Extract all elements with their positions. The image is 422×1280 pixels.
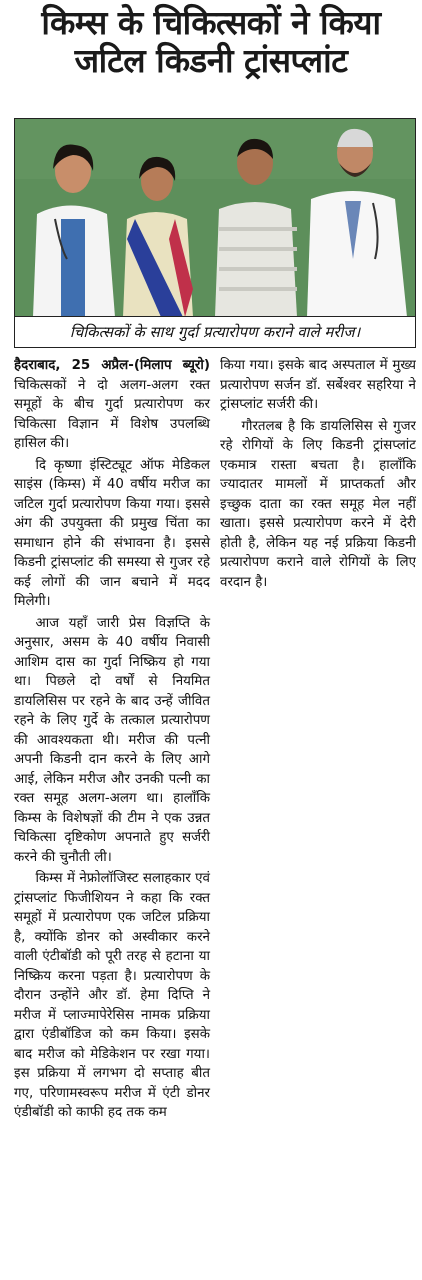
article-paragraph: दि कृष्णा इंस्टिट्यूट ऑफ मेडिकल साइंस (किम्स) में 40 वर्षीय मरीज का जटिल गुर्दा प्रत्यारोपण किया गया। इससे अंग की उपयुक्ता की प्रमुख चिंता का समाधान होने की संभावना है। इससे किडनी ट्रांसप्लांट की समस्या से गुजर रहे कई लोगों की जान बचाने में मदद मिलेगी। xyxy=(14,457,210,609)
article-column-right xyxy=(220,356,416,594)
headline-line-1: किम्स के चिकित्सकों ने किया xyxy=(41,3,381,42)
article-paragraph: किया गया। इसके बाद अस्पताल में मुख्य प्रत्यारोपण सर्जन डॉ. सर्बेश्वर सहरिया ने ट्रांसप्लांट सर्जरी की। xyxy=(220,358,416,412)
photo-caption: चिकित्सकों के साथ गुर्दा प्रत्यारोपण कराने वाले मरीज। xyxy=(15,316,415,347)
article-body xyxy=(14,356,416,1276)
dateline: हैदराबाद, 25 अप्रैल-(मिलाप ब्यूरो) xyxy=(14,358,210,373)
paragraph-text: चिकित्सकों ने दो अलग-अलग रक्त समूहों के बीच गुर्दा प्रत्यारोपण कर चिकित्सा विज्ञान में विशेष उपलब्धि हासिल की। xyxy=(14,377,210,451)
group-photo-illustration xyxy=(15,119,415,317)
article-paragraph: किम्स में नेफ्रोलॉजिस्ट सलाहकार एवं ट्रांसप्लांट फिजीशियन ने कहा कि रक्त समूहों में प्रत्यारोपण एक जटिल प्रक्रिया है, क्योंकि डोनर को अस्वीकार करने वाली एंटीबॉडी को पूरी तरह से हटाना या निष्क्रिय करना पड़ता है। प्रत्यारोपण के दौरान उन्होंने और डॉ. हेमा दिप्ति ने मरीज में प्लाज्मापेरेसिस नामक प्रक्रिया द्वारा एंडीबॉडिज को कम किया। इसके बाद मरीज को मेडिकेशन पर रखा गया। इस प्रक्रिया में लगभग दो सप्ताह बीत गए, परिणामस्वरूप मरीज में एंटी डोनर एंडीबॉडी को काफी हद तक कम xyxy=(14,871,210,1120)
article-paragraph: आज यहाँ जारी प्रेस विज्ञप्ति के अनुसार, असम के 40 वर्षीय निवासी आशिम दास का गुर्दा निष्क्रिय हो गया था। पिछले दो वर्षों से नियमित डायलिसिस पर रहने के बाद उन्हें जीवित रहने के लिए गुर्दे के तत्काल प्रत्यारोपण की आवश्यकता थी। मरीज की पत्नी अपनी किडनी दान करने के लिए आगे आई, लेकिन मरीज और उनकी पत्नी का रक्त समूह अलग-अलग था। हालाँकि किम्स के विशेषज्ञों की टीम ने एक उन्नत चिकित्सा दृष्टिकोण अपनाते हुए सर्जरी करने की चुनौती ली। xyxy=(14,615,210,865)
headline-line-2: जटिल किडनी ट्रांसप्लांट xyxy=(74,41,348,80)
headline xyxy=(0,0,422,112)
article-column-left xyxy=(14,356,210,1125)
article-paragraph xyxy=(14,356,210,454)
article-paragraph: गौरतलब है कि डायलिसिस से गुजर रहे रोगियों के लिए किडनी ट्रांसप्लांट एकमात्र रास्ता बचता है। हालाँकि ज्यादातर मामलों में प्राप्तकर्ता और इच्छुक दाता का रक्त समूह मेल नहीं खाता। इससे प्रत्यारोपण करने में देरी होती है, लेकिन यह नई प्रक्रिया किडनी प्रत्यारोपण कराने वाले रोगियों के लिए वरदान है। xyxy=(220,418,416,590)
news-photo xyxy=(14,118,416,348)
